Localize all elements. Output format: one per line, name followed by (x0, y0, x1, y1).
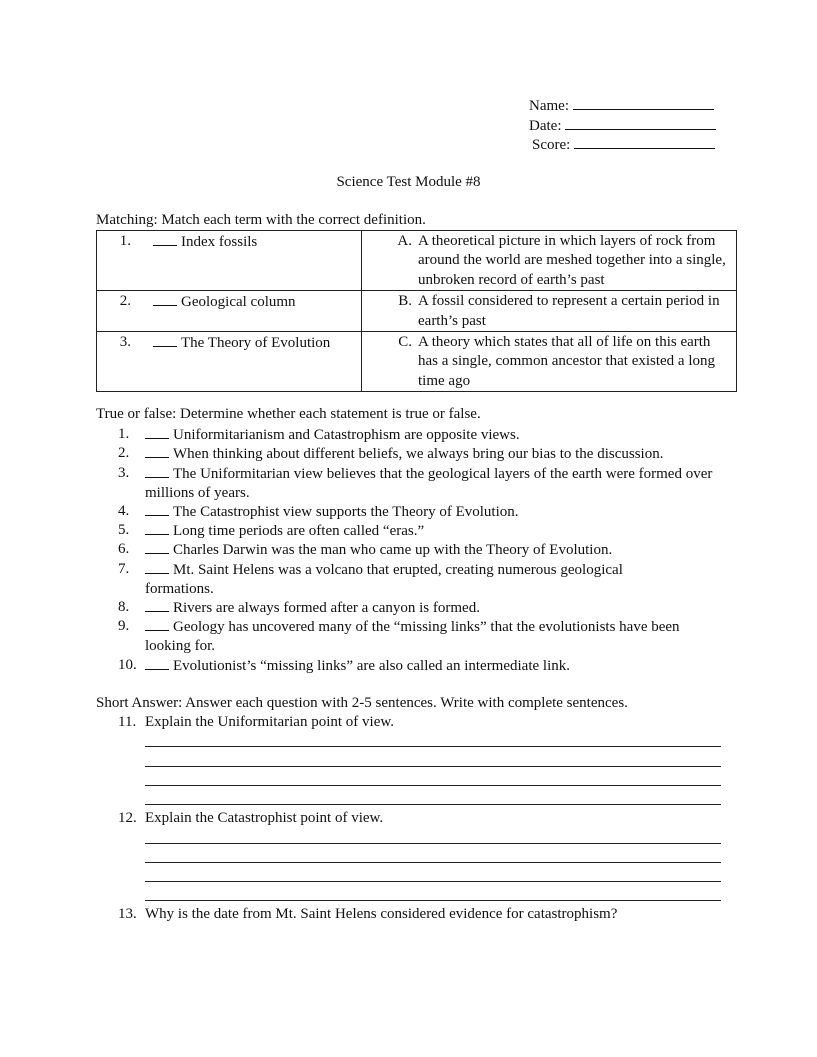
tf-number: 1. (118, 426, 130, 442)
answer-line[interactable] (145, 804, 721, 805)
tf-statement: The Catastrophist view supports the Theory of Evolution. (173, 504, 519, 520)
answer-blank[interactable] (145, 617, 169, 631)
name-label: Name: (529, 98, 569, 114)
answer-line[interactable] (145, 881, 721, 882)
definition-text: A fossil considered to represent a certain period in earth’s past (418, 293, 720, 329)
tf-number: 10. (118, 657, 137, 673)
tf-statement: Mt. Saint Helens was a volcano that erupted, creating numerous geological formations. (145, 562, 623, 598)
definition-cell (362, 332, 737, 392)
question-text: Why is the date from Mt. Saint Helens considered evidence for catastrophism? (145, 906, 618, 922)
tf-statement: Evolutionist’s “missing links” are also called an intermediate link. (173, 658, 570, 674)
tf-item (118, 521, 728, 541)
tf-statement: Geology has uncovered many of the “missing links” that the evolutionists have been looking for. (145, 619, 680, 655)
term-number: 2. (119, 293, 131, 310)
definition-text: A theoretical picture in which layers of rock from around the world are meshed together into a single, unbroken record of earth’s past (418, 233, 726, 288)
tf-item (118, 598, 728, 618)
answer-blank[interactable] (145, 560, 169, 574)
short-answer-question (118, 713, 728, 732)
matching-row (97, 332, 737, 392)
tf-item (118, 502, 728, 522)
answer-blank[interactable] (145, 540, 169, 554)
tf-number: 6. (118, 541, 130, 557)
term-text: The Theory of Evolution (181, 335, 331, 352)
date-input-line[interactable] (565, 115, 716, 130)
question-number: 12. (118, 810, 137, 826)
term-number: 1. (119, 233, 131, 249)
definition-letter: C. (398, 334, 412, 351)
answer-blank[interactable] (145, 425, 169, 439)
answer-line[interactable] (145, 843, 721, 844)
term-text: Index fossils (181, 234, 258, 250)
question-text: Explain the Uniformitarian point of view. (145, 714, 394, 730)
tf-item (118, 560, 658, 600)
matching-row (97, 231, 737, 291)
matching-table (96, 230, 737, 392)
short-answer-question (118, 905, 728, 924)
answer-line[interactable] (145, 766, 721, 767)
answer-blank[interactable] (153, 333, 177, 347)
definition-letter: A. (397, 233, 412, 249)
tf-statement: Long time periods are often called “eras.” (173, 523, 425, 539)
tf-item (118, 425, 728, 445)
definition-text: A theory which states that all of life on this earth has a single, common ancestor that existed a long time ago (418, 334, 716, 389)
term-number: 3. (119, 334, 131, 351)
question-number: 11. (118, 714, 137, 730)
tf-item (118, 656, 728, 676)
answer-line[interactable] (145, 900, 721, 901)
tf-statement: When thinking about different beliefs, we always bring our bias to the discussion. (173, 446, 664, 462)
score-input-line[interactable] (574, 134, 715, 149)
answer-blank[interactable] (145, 464, 169, 478)
short-answer-instructions: Short Answer: Answer each question with 2-5 sentences. Write with complete sentences. (96, 695, 628, 711)
definition-letter: B. (398, 293, 412, 310)
score-label: Score: (532, 137, 571, 153)
name-input-line[interactable] (573, 95, 714, 110)
tf-statement: Charles Darwin was the man who came up with the Theory of Evolution. (173, 542, 613, 558)
question-text: Explain the Catastrophist point of view. (145, 810, 384, 826)
tf-statement: The Uniformitarian view believes that the geological layers of the earth were formed over millions of years. (145, 466, 713, 502)
tf-item (118, 617, 728, 657)
tf-item (118, 444, 728, 464)
tf-number: 4. (118, 503, 130, 519)
matching-instructions: Matching: Match each term with the correct definition. (96, 212, 426, 228)
definition-cell (362, 231, 737, 291)
answer-line[interactable] (145, 862, 721, 863)
matching-row (97, 291, 737, 332)
answer-blank[interactable] (145, 502, 169, 516)
short-answer-question (118, 809, 728, 828)
tf-number: 2. (118, 445, 130, 461)
answer-line[interactable] (145, 785, 721, 786)
answer-line[interactable] (145, 746, 721, 747)
answer-blank[interactable] (145, 656, 169, 670)
term-cell (97, 332, 362, 392)
term-cell (97, 231, 362, 291)
definition-cell (362, 291, 737, 332)
tf-number: 5. (118, 522, 130, 538)
answer-blank[interactable] (145, 444, 169, 458)
tf-statement: Uniformitarianism and Catastrophism are opposite views. (173, 427, 520, 443)
name-field[interactable] (529, 95, 714, 116)
tf-number: 7. (118, 561, 130, 577)
term-cell (97, 291, 362, 332)
true-false-instructions: True or false: Determine whether each statement is true or false. (96, 406, 481, 422)
answer-blank[interactable] (153, 232, 177, 246)
question-number: 13. (118, 906, 137, 922)
answer-blank[interactable] (153, 292, 177, 306)
answer-blank[interactable] (145, 598, 169, 612)
tf-statement: Rivers are always formed after a canyon is formed. (173, 600, 480, 616)
tf-item (118, 540, 728, 560)
tf-item (118, 464, 728, 504)
score-field[interactable] (532, 134, 715, 155)
tf-number: 9. (118, 618, 130, 634)
page-title: Science Test Module #8 (336, 174, 481, 190)
tf-number: 3. (118, 465, 130, 481)
answer-blank[interactable] (145, 521, 169, 535)
tf-number: 8. (118, 599, 130, 615)
date-label: Date: (529, 118, 562, 134)
term-text: Geological column (181, 294, 296, 311)
